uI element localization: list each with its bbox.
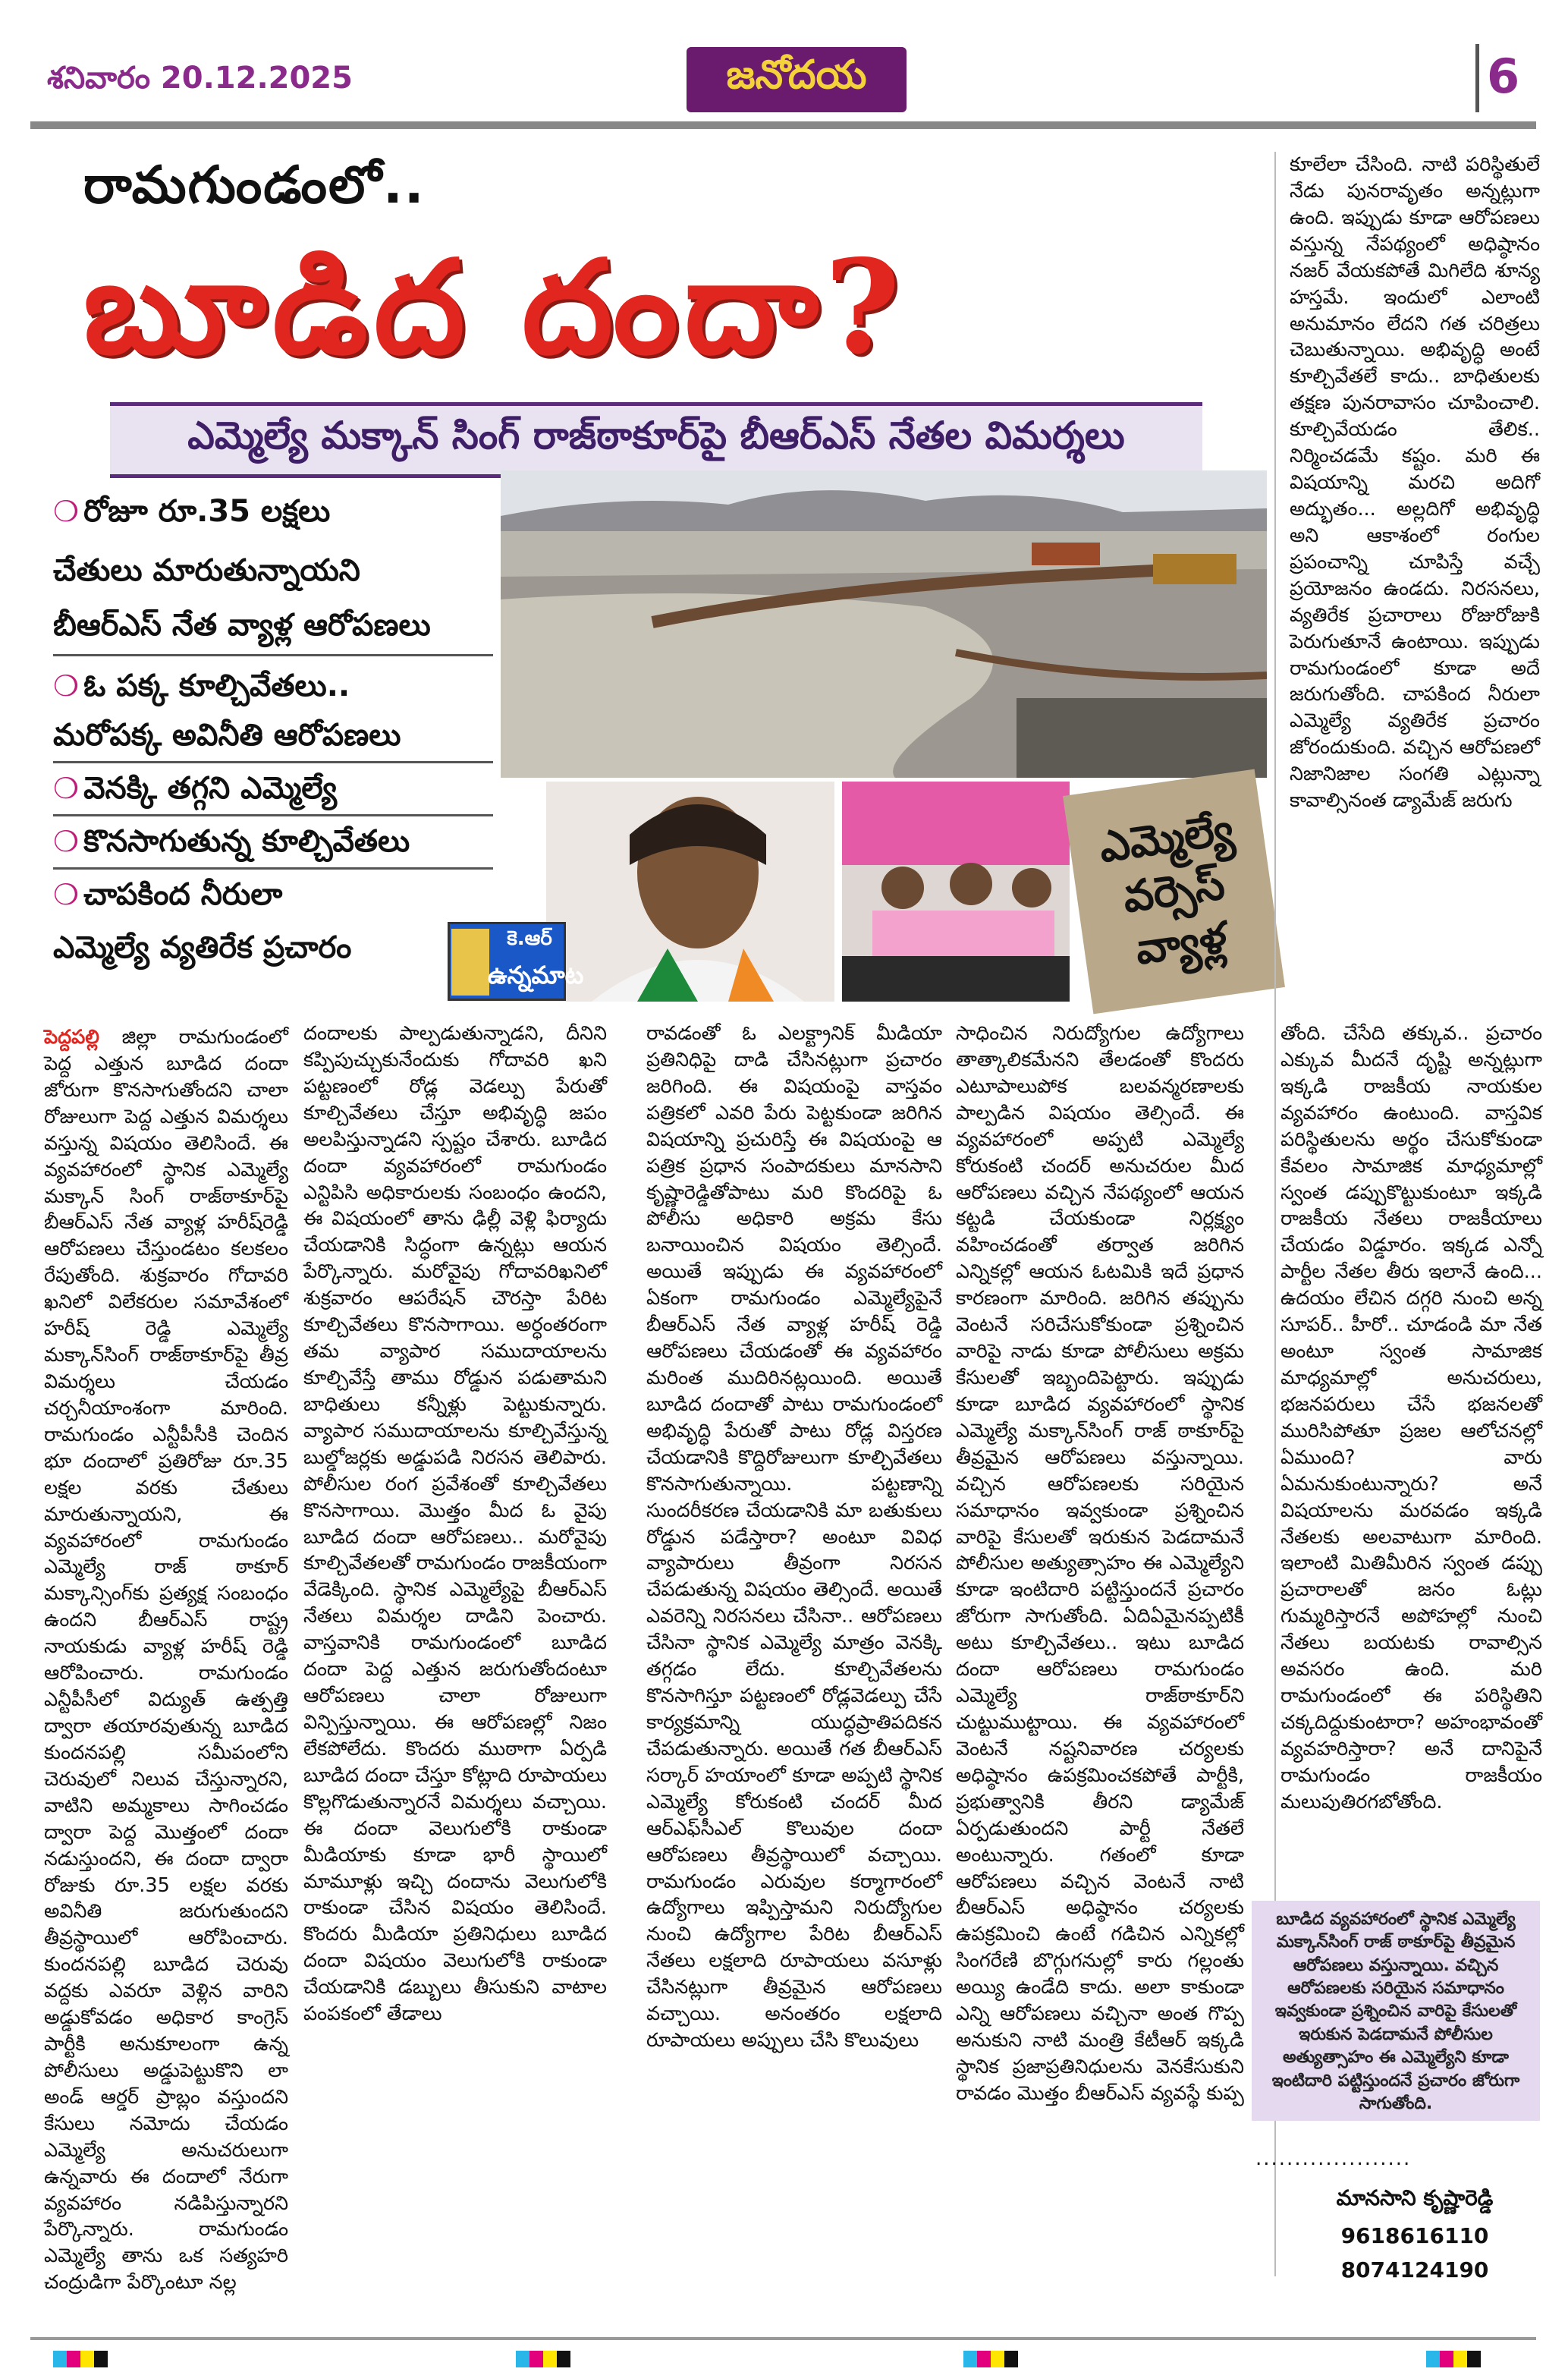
signature-dots: .................... [1255, 2147, 1412, 2170]
versus-badge [1063, 769, 1285, 1014]
color-registration-marks [1426, 2351, 1481, 2367]
bullet-icon: ❍ [53, 772, 80, 805]
highlight-item: ❍ కొనసాగుతున్న కూల్చివేతలు [53, 824, 410, 859]
newspaper-logo: జనోదయ [687, 47, 907, 112]
highlight-item: ❍ వెనక్కి తగ్గని ఎమ్మెల్యే [53, 771, 338, 806]
bullet-divider [53, 761, 493, 763]
press-meet-photo [842, 782, 1070, 1002]
main-headline: బూడిద దందా? [83, 231, 907, 383]
highlight-item: చేతులు మారుతున్నాయని [53, 553, 360, 588]
badge-line: ఎమ్మెల్యే [1096, 804, 1237, 873]
column-tag-title: ఉన్నమాట [488, 961, 584, 989]
footer-rule [30, 2337, 1536, 2340]
page-number: 6 [1487, 49, 1520, 104]
bullet-divider [53, 814, 493, 816]
bullet-icon: ❍ [53, 669, 80, 703]
issue-date: శనివారం 20.12.2025 [47, 61, 353, 96]
columnist-avatar [451, 929, 489, 996]
page-number-divider [1475, 44, 1479, 112]
color-registration-marks [963, 2351, 1018, 2367]
article-column-5: తోంది. చేసేది తక్కువ.. ప్రచారం ఎక్కువ మీదనే దృష్టి అన్నట్లుగా ఇక్కడి రాజకీయ నాయకుల వ్యవహారం ఉంటుంది. వాస్తవిక పరిస్థితులను అర్థం చేసుకోకుండా కేవలం సామాజిక మాధ్యమాల్లో స్వంత డప్పుకొట్టుకుంటూ ఇక్కడి రాజకీయ నేతలు రాజకీయాలు చేయడం విడ్డూరం. ఇక్కడ ఎన్నో పార్టీల నేతల తీరు ఇలానే ఉంది... ఉదయం లేచిన దగ్గరి నుంచి అన్న సూపర్.. హీరో.. చూడండి మా నేత అంటూ స్వంత సామాజిక మాధ్యమాల్లో అనుచరులు, భజనపరులు చేసే భజనలతో మురిసిపోతూ ప్రజల ఆలోచనల్లో ఏముంది? వారు ఏమనుకుంటున్నారు? అనే విషయాలను మరవడం ఇక్కడి నేతలకు అలవాటుగా మారింది. ఇలాంటి మితిమీరిన స్వంత డప్పు ప్రచారాలతో జనం ఓట్లు గుమ్మరిస్తారనే అపోహల్లో నుంచి నేతలు బయటకు రావాల్సిన అవసరం ఉంది. మరి రామగుండంలో ఈ పరిస్థితిని చక్కదిద్దుకుంటారా? అహంభావంతో వ్యవహరిస్తారా? అనే దానిపైనే రామగుండం రాజకీయం మలుపుతిరగబోతోంది. [1280, 1022, 1542, 1813]
article-column-1 [44, 1024, 288, 2296]
sub-headline: ఎమ్మెల్యే మక్కాన్ సింగ్ రాజ్‌ఠాకూర్‌పై బీఆర్ఎస్ నేతల విమర్శలు [110, 402, 1202, 478]
dateline-place: పెద్దపల్లి [44, 1026, 99, 1049]
bullet-icon: ❍ [53, 878, 80, 911]
color-registration-marks [516, 2351, 570, 2367]
highlight-item: ❍ చాపకింద నీరులా [53, 877, 283, 912]
article-column-4: సాధించిన నిరుద్యోగుల ఉద్యోగాలు తాత్కాలికమేనని తేలడంతో కొందరు ఎటూపాలుపోక బలవన్మరణాలకు పాల్పడిన విషయం తెల్సిందే. ఈ వ్యవహారంలో అప్పటి ఎమ్మెల్యే కోరుకంటి చందర్ అనుచరుల మీద ఆరోపణలు వచ్చిన నేపథ్యంలో ఆయన కట్టడి చేయకుండా నిర్లక్ష్యం వహించడంతో తర్వాత జరిగిన ఎన్నికల్లో ఆయన ఓటమికి ఇదే ప్రధాన కారణంగా మారింది. జరిగిన తప్పును వెంటనే సరిచేసుకోకుండా ప్రశ్నించిన వారిపై నాడు కూడా పోలీసులు అక్రమ కేసులతో ఇబ్బందిపెట్టారు. ఇప్పుడు కూడా బూడిద వ్యవహారంలో స్థానిక ఎమ్మెల్యే మక్కాన్‌సింగ్ రాజ్ ఠాకూర్‌పై తీవ్రమైన ఆరోపణలు వస్తున్నాయి. వచ్చిన ఆరోపణలకు సరియైన సమాధానం ఇవ్వకుండా ప్రశ్నించిన వారిపై కేసులతో ఇరుకున పెడదామనే పోలీసుల అత్యుత్సాహం ఈ ఎమ్మెల్యేని కూడా ఇంటిదారి పట్టిస్తుందనే ప్రచారం జోరుగా సాగుతోంది. ఏదిఏమైనప్పటికీ అటు కూల్చివేతలు.. ఇటు బూడిద దందా ఆరోపణలు రామగుండం ఎమ్మెల్యే రాజ్‌ఠాకూర్‌ని చుట్టుముట్టాయి. ఈ వ్యవహారంలో వెంటనే నష్టనివారణ చర్యలకు అధిష్ఠానం ఉపక్రమించకపోతే పార్టీకి, ప్రభుత్వానికి తీరని డ్యామేజ్ ఏర్పడుతుందని పార్టీ నేతలే అంటున్నారు. గతంలో కూడా ఆరోపణలు వచ్చిన వెంటనే నాటి బీఆర్ఎస్ అధిష్ఠానం చర్యలకు ఉపక్రమించి ఉంటే గడిచిన ఎన్నికల్లో సింగరేణి బొగ్గుగనుల్లో కారు గల్లంతు అయ్యి ఉండేది కాదు. అలా కాకుండా ఎన్ని ఆరోపణలు వచ్చినా అంత గొప్ప అనుకుని నాటి మంత్రి కేటీఆర్ ఇక్కడి స్థానిక ప్రజాప్రతినిధులను వెనకేసుకుని రావడం మొత్తం బీఆర్ఎస్ వ్యవస్థే కుప్ప [956, 1022, 1244, 2105]
ash-pond-photo [501, 470, 1267, 778]
highlight-item: ❍ ఓ పక్క కూల్చివేతలు.. [53, 668, 350, 703]
bullet-icon: ❍ [53, 495, 80, 528]
author-phone-2: 8074124190 [1340, 2257, 1489, 2282]
headline-kicker: రామగుండంలో.. [83, 156, 426, 215]
article-column-3: రావడంతో ఓ ఎలక్ట్రానిక్ మీడియా ప్రతినిధిపై దాడి చేసినట్లుగా ప్రచారం జరిగింది. ఈ విషయంపై వాస్తవం పత్రికలో ఎవరి పేరు పెట్టకుండా జరిగిన విషయాన్ని ప్రచురిస్తే ఈ విషయంపై ఆ పత్రిక ప్రధాన సంపాదకులు మానసాని కృష్ణారెడ్డితోపాటు మరి కొందరిపై ఓ పోలీసు అధికారి అక్రమ కేసు బనాయించిన విషయం తెల్సిందే. అయితే ఇప్పుడు ఈ వ్యవహారంలో ఏకంగా రామగుండం ఎమ్మెల్యేపైనే బీఆర్ఎస్ నేత వ్యాళ్ల హరీష్ రెడ్డి ఆరోపణలు చేయడంతో ఈ వ్యవహారం మరింత ముదిరినట్లయింది. అయితే బూడిద దందాతో పాటు రామగుండంలో అభివృద్ధి పేరుతో పాటు రోడ్ల విస్తరణ చేయడానికి కొద్దిరోజులుగా కూల్చివేతలు కొనసాగుతున్నాయి. పట్టణాన్ని సుందరీకరణ చేయడానికి మా బతుకులు రోడ్డున పడేస్తారా? అంటూ వివిధ వ్యాపారులు తీవ్రంగా నిరసన చేపడుతున్న విషయం తెల్సిందే. అయితే ఎవరెన్ని నిరసనలు చేసినా.. ఆరోపణలు చేసినా స్థానిక ఎమ్మెల్యే మాత్రం వెనక్కి తగ్గడం లేదు. కూల్చివేతలను కొనసాగిస్తూ పట్టణంలో రోడ్లవెడల్పు చేసే కార్యక్రమాన్ని యుద్ధప్రాతిపదికన చేపడుతున్నారు. అయితే గత బీఆర్ఎస్ సర్కార్ హయాంలో కూడా అప్పటి స్థానిక ఎమ్మెల్యే కోరుకంటి చందర్ మీద ఆర్ఎఫ్‌సీఎల్ కొలువుల దందా ఆరోపణలు తీవ్రస్థాయిలో వచ్చాయి. రామగుండం ఎరువుల కర్మాగారంలో ఉద్యోగాలు ఇప్పిస్తామని నిరుద్యోగుల నుంచి ఉద్యోగాల పేరిట బీఆర్ఎస్ నేతలు లక్షలాది రూపాయలు వసూళ్లు చేసినట్లుగా తీవ్రమైన ఆరోపణలు వచ్చాయి. అనంతరం లక్షలాది రూపాయలు అప్పులు చేసి కొలువులు [646, 1022, 943, 2053]
author-name: మానసాని కృష్ణారెడ్డి [1336, 2185, 1494, 2210]
article-column-1-text: జిల్లా రామగుండంలో పెద్ద ఎత్తున బూడిద దందా జోరుగా కొనసాగుతోందని చాలా రోజులుగా పెద్ద ఎత్తున విమర్శలు వస్తున్న విషయం తెలిసిందే. ఈ వ్యవహారంలో స్థానిక ఎమ్మెల్యే మక్కాన్ సింగ్ రాజ్‌ఠాకూర్‌పై బీఆర్ఎస్ నేత వ్యాళ్ల హరీష్‌రెడ్డి ఆరోపణలు చేస్తుండటం కలకలం రేపుతోంది. శుక్రవారం గోదావరి ఖనిలో విలేకరుల సమావేశంలో హరీష్ రెడ్డి ఎమ్మెల్యే మక్కాన్‌సింగ్ రాజ్‌ఠాకూర్‌పై తీవ్ర విమర్శలు చేయడం చర్చనీయాంశంగా మారింది. రామగుండం ఎన్టీపీసీకి చెందిన భూ దందాలో ప్రతిరోజు రూ.35 లక్షల వరకు చేతులు మారుతున్నాయని, ఈ వ్యవహారంలో రామగుండం ఎమ్మెల్యే రాజ్ ఠాకూర్ మక్కాన్సింగ్‌కు ప్రత్యక్ష సంబంధం ఉందని బీఆర్ఎస్ రాష్ట్ర నాయకుడు వ్యాళ్ల హరీష్ రెడ్డి ఆరోపించారు. రామగుండం ఎన్టీపీసీలో విద్యుత్ ఉత్పత్తి ద్వారా తయారవుతున్న బూడిద కుందనపల్లి సమీపంలోని చెరువులో నిలువ చేస్తున్నారని, వాటిని అమ్మకాలు సాగించడం ద్వారా పెద్ద మొత్తంలో దందా నడుస్తుందని, ఈ దందా ద్వారా రోజుకు రూ.35 లక్షల వరకు అవినీతి జరుగుతుందని తీవ్రస్థాయిలో ఆరోపించారు. కుందనపల్లి బూడిద చెరువు వద్దకు ఎవరూ వెళ్లిన వారిని అడ్డుకోవడం అధికార కాంగ్రెస్ పార్టీకి అనుకూలంగా ఉన్న పోలీసులు అడ్డుపెట్టుకొని లా అండ్ ఆర్డర్ ప్రాబ్లం వస్తుందని కేసులు నమోదు చేయడం ఎమ్మెల్యే అనుచరులుగా ఉన్నవారు ఈ దందాలో నేరుగా వ్యవహారం నడిపిస్తున్నారని పేర్కొన్నారు. రామగుండం ఎమ్మెల్యే తాను ఒక సత్యహరి చంద్రుడిగా పేర్కొంటూ నల్ల [44, 1026, 288, 2295]
column-tag-top: కె.ఆర్ [507, 927, 552, 950]
masthead-rule [30, 121, 1536, 129]
bullet-divider [53, 867, 493, 870]
mla-portrait-photo [546, 782, 834, 1002]
article-column-right-top: కూలేలా చేసింది. నాటి పరిస్థితులే నేడు పునరావృతం అన్నట్లుగా ఉంది. ఇప్పుడు కూడా ఆరోపణలు వస్తున్న నేపథ్యంలో అధిష్ఠానం నజర్ వేయకపోతే మిగిలేది శూన్య హస్తమే. ఇందులో ఎలాంటి అనుమానం లేదని గత చరిత్రలు చెబుతున్నాయి. అభివృద్ధి అంటే కూల్చివేతలే కాదు.. బాధితులకు తక్షణ పునరావాసం చూపించాలి. కూల్చివేయడం తేలిక.. నిర్మించడమే కష్టం. మరి ఈ విషయాన్ని మరచి అదిగో అద్భుతం... అల్లదిగో అభివృద్ధి అని ఆకాశంలో రంగుల ప్రపంచాన్ని చూపిస్తే వచ్చే ప్రయోజనం ఉండదు. నిరసనలు, వ్యతిరేక ప్రచారాలు రోజురోజుకి పెరుగుతూనే ఉంటాయి. ఇప్పుడు రామగుండంలో కూడా అదే జరుగుతోంది. చాపకింద నీరులా ఎమ్మెల్యే వ్యతిరేక ప్రచారం జోరందుకుంది. వచ్చిన ఆరోపణలో నిజానిజాల సంగతి ఎట్లున్నా కావాల్సినంత డ్యామేజ్ జరుగు [1290, 153, 1540, 813]
pull-quote: బూడిద వ్యవహారంలో స్థానిక ఎమ్మెల్యే మక్కాన్‌సింగ్ రాజ్ ఠాకూర్‌పై తీవ్రమైన ఆరోపణలు వస్తున్నాయి. వచ్చిన ఆరోపణలకు సరియైన సమాధానం ఇవ్వకుండా ప్రశ్నించిన వారిపై కేసులతో ఇరుకున పెడదామనే పోలీసుల అత్యుత్సాహం ఈ ఎమ్మెల్యేని కూడా ఇంటిదారి పట్టిస్తుందనే ప్రచారం జోరుగా సాగుతోంది. [1252, 1901, 1540, 2121]
bullet-icon: ❍ [53, 825, 80, 858]
highlight-item: ఎమ్మెల్యే వ్యతిరేక ప్రచారం [53, 930, 352, 965]
article-column-2: దందాలకు పాల్పడుతున్నాడని, దీనిని కప్పిపుచ్చుకునేందుకు గోదావరి ఖని పట్టణంలో రోడ్ల వెడల్పు పేరుతో కూల్చివేతలు చేస్తూ అభివృద్ధి జపం అలపిస్తున్నాడని స్పష్టం చేశారు. బూడిద దందా వ్యవహారంలో రామగుండం ఎన్టిపిసి అధికారులకు సంబంధం ఉందని, ఈ విషయంలో తాను ఢిల్లీ వెళ్లి ఫిర్యాదు చేయడానికి సిద్ధంగా ఉన్నట్లు ఆయన పేర్కొన్నారు. మరోవైపు గోదావరిఖనిలో శుక్రవారం ఆపరేషన్ చౌరస్తా పేరిట కూల్చివేతలు కొనసాగాయి. అర్ధంతరంగా తమ వ్యాపార సముదాయాలను కూల్చివేస్తే తాము రోడ్డున పడుతామని బాధితులు కన్నీళ్లు పెట్టుకున్నారు. వ్యాపార సముదాయాలను కూల్చివేస్తున్న బుల్డోజర్లకు అడ్డుపడి నిరసన తెలిపారు. పోలీసుల రంగ ప్రవేశంతో కూల్చివేతలు కొనసాగాయి. మొత్తం మీద ఓ వైపు బూడిద దందా ఆరోపణలు.. మరోవైపు కూల్చివేతలతో రామగుండం రాజకీయంగా వేడెక్కింది. స్థానిక ఎమ్మెల్యేపై బీఆర్ఎస్ నేతలు విమర్శల దాడిని పెంచారు. వాస్తవానికి రామగుండంలో బూడిద దందా పెద్ద ఎత్తున జరుగుతోందంటూ ఆరోపణలు చాలా రోజులుగా విన్పిస్తున్నాయి. ఈ ఆరోపణల్లో నిజం లేకపోలేదు. కొందరు ముఠాగా ఏర్పడి బూడిద దందా చేస్తూ కోట్లాది రూపాయలు కొల్లగొడుతున్నారనే విమర్శలు వచ్చాయి. ఈ దందా వెలుగులోకి రాకుండా మీడియాకు కూడా భారీ స్థాయిలో మామూళ్లు ఇచ్చి దందాను వెలుగులోకి రాకుండా చేసిన విషయం తెలిసిందే. కొందరు మీడియా ప్రతినిధులు బూడిద దందా విషయం వెలుగులోకి రాకుండా చేయడానికి డబ్బులు తీసుకుని వాటాల పంపకంలో తేడాలు [303, 1022, 607, 2026]
bullet-divider [53, 654, 493, 656]
column-tag [448, 922, 584, 1001]
color-registration-marks [53, 2351, 108, 2367]
author-phone-1: 9618616110 [1340, 2223, 1489, 2248]
highlight-item: మరోపక్క అవినీతి ఆరోపణలు [53, 718, 401, 753]
badge-line: వర్సెస్ [1120, 860, 1228, 923]
badge-line: వ్యాళ్ల [1133, 913, 1230, 975]
highlight-item: బీఆర్ఎస్ నేత వ్యాళ్ల ఆరోపణలు [53, 608, 431, 643]
highlight-item: ❍ రోజూ రూ.35 లక్షలు [53, 494, 331, 529]
